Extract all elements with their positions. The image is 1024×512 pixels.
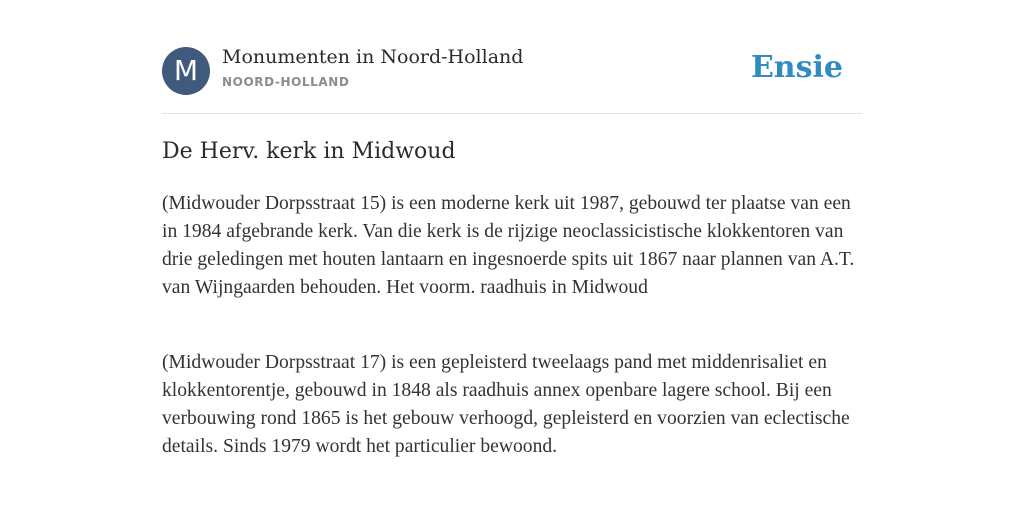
article-paragraph: (Midwouder Dorpsstraat 17) is een gepleisterd tweelaags pand met middenrisaliet en klokkentorentje, gebouwd in 1848 als raadhuis annex openbare lagere school. Bij een verbouwing rond 1865 is het gebouw verhoogd, gepleisterd en voorzien van eclectische details. Sinds 1979 wordt het particulier bewoond. bbox=[162, 352, 850, 457]
article-paragraph: (Midwouder Dorpsstraat 15) is een moderne kerk uit 1987, gebouwd ter plaatse van een in 1984 afgebrande kerk. Van die kerk is de rijzige neoclassicistische klokkentoren van drie geledingen met houten lantaarn en ingesnoerde spits uit 1867 naar plannen van A.T. van Wijngaarden behouden. Het voorm. raadhuis in Midwoud bbox=[162, 193, 855, 298]
article-card bbox=[162, 0, 862, 457]
source-subtitle: NOORD-HOLLAND bbox=[222, 75, 350, 89]
source-avatar[interactable]: M bbox=[162, 47, 210, 95]
source-header bbox=[162, 0, 862, 114]
source-title-link[interactable]: Monumenten in Noord-Holland bbox=[222, 46, 524, 68]
brand-logo[interactable]: Ensie bbox=[750, 50, 843, 85]
article-title: De Herv. kerk in Midwoud bbox=[162, 139, 456, 164]
